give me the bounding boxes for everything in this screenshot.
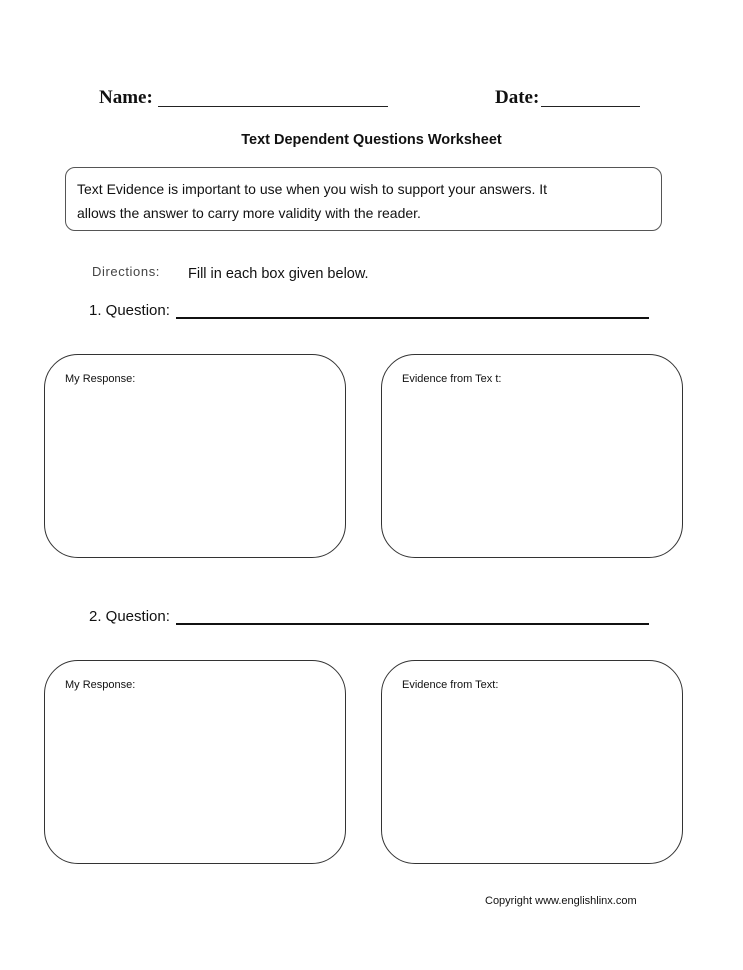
intro-box — [65, 167, 662, 231]
date-label: Date: — [495, 87, 540, 108]
directions-text: Fill in each box given below. — [188, 266, 369, 282]
question-1-response-box[interactable] — [44, 354, 346, 558]
name-label: Name: — [99, 87, 153, 108]
question-2-evidence-label: Evidence from Text: — [402, 679, 499, 691]
question-2-response-box[interactable] — [44, 660, 346, 864]
copyright-text: Copyright www.englishlinx.com — [485, 895, 637, 907]
intro-line-2: allows the answer to carry more validity with the reader. — [77, 205, 421, 221]
directions-label: Directions: — [92, 264, 161, 279]
question-1-evidence-box[interactable] — [381, 354, 683, 558]
question-1-label: 1. Question: — [89, 302, 170, 319]
worksheet-title: Text Dependent Questions Worksheet — [241, 132, 502, 148]
question-2-response-label: My Response: — [65, 679, 136, 691]
date-field-line[interactable] — [541, 106, 640, 107]
intro-line-1: Text Evidence is important to use when you wish to support your answers. It — [77, 181, 548, 197]
question-1-line[interactable] — [176, 317, 649, 319]
question-2-label: 2. Question: — [89, 608, 170, 625]
question-2-evidence-box[interactable] — [381, 660, 683, 864]
question-2-line[interactable] — [176, 623, 649, 625]
name-field-line[interactable] — [158, 106, 388, 107]
question-1-response-label: My Response: — [65, 373, 136, 385]
question-1-evidence-label: Evidence from Tex t: — [402, 373, 502, 385]
